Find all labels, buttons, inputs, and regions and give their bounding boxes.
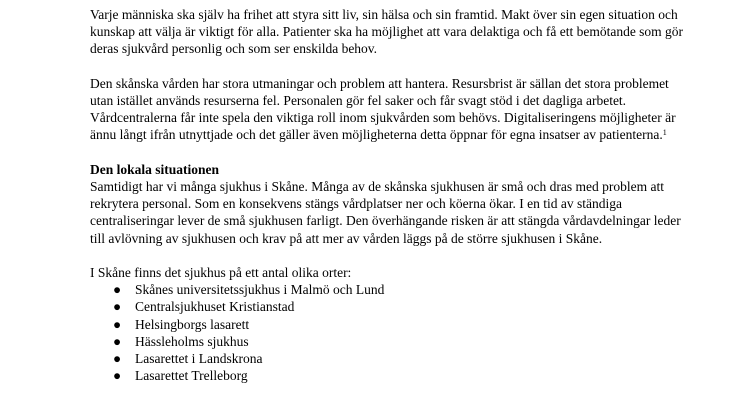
intro-paragraph (90, 6, 690, 58)
intro-text: Varje människa ska själv ha frihet att styra sitt liv, sin hälsa och sin framtid. Makt över sin egen situation och kunskap att välja är viktigt för alla. Patienter ska ha möjlighet att vara delaktiga och få ett bemötande som gör deras sjukvård personlig och som ser enskilda behov. (90, 7, 684, 57)
list-item (90, 333, 690, 350)
list-item (90, 281, 690, 298)
hospital-list (90, 281, 690, 384)
list-item (90, 316, 690, 333)
list-item (90, 367, 690, 384)
healthcare-challenges-paragraph (90, 75, 690, 144)
document-page (90, 6, 690, 384)
local-situation-text: Samtidigt har vi många sjukhus i Skåne. Många av de skånska sjukhusen är små och dras med problem att rekrytera personal. Som en konsekvens stängs vårdplatser ner och köerna ökar. I en tid av ständiga centraliseringar lever de små sjukhusen farligt. Den överhängande risken är att stängda vårdavdelningar leder till avlövning av sjukhusen och krav på att mer av vården läggs på de större sjukhusen i Skåne. (90, 179, 681, 246)
list-item-text: Hässleholms sjukhus (135, 333, 249, 349)
list-item-text: Skånes universitetssjukhus i Malmö och Lund (135, 282, 385, 298)
list-item-text: Centralsjukhuset Kristianstad (135, 299, 295, 315)
bullet-icon: ● (113, 333, 122, 349)
bullet-icon: ● (113, 351, 122, 367)
list-item-text: Lasarettet Trelleborg (135, 368, 248, 384)
list-item (90, 298, 690, 315)
local-situation-paragraph (90, 178, 690, 247)
bullet-icon: ● (113, 368, 122, 384)
bullet-icon: ● (113, 282, 122, 298)
bullet-icon: ● (113, 316, 122, 332)
list-item-text: Helsingborgs lasarett (135, 316, 250, 332)
list-item (90, 350, 690, 367)
hospital-list-intro (90, 264, 690, 281)
section-heading: Den lokala situationen (90, 161, 220, 177)
challenges-text: Den skånska vården har stora utmaningar och problem att hantera. Resursbrist är sällan det stora problemet utan istället används resurserna fel. Personalen gör fel saker och får svagt stöd i det dagliga arbetet. Vårdcentralerna får inte spela den viktiga roll inom sjukvården som behövs. Digitaliseringens möjligheter är ännu långt ifrån utnyttjade och det gäller även möjligheterna detta öppnar för egna insatser av patienterna. (90, 75, 676, 143)
hospital-list-intro-text: I Skåne finns det sjukhus på ett antal olika orter: (90, 265, 352, 280)
list-item-text: Lasarettet i Landskrona (135, 351, 263, 367)
bullet-icon: ● (113, 299, 122, 315)
footnote-marker[interactable]: 1 (662, 128, 667, 138)
